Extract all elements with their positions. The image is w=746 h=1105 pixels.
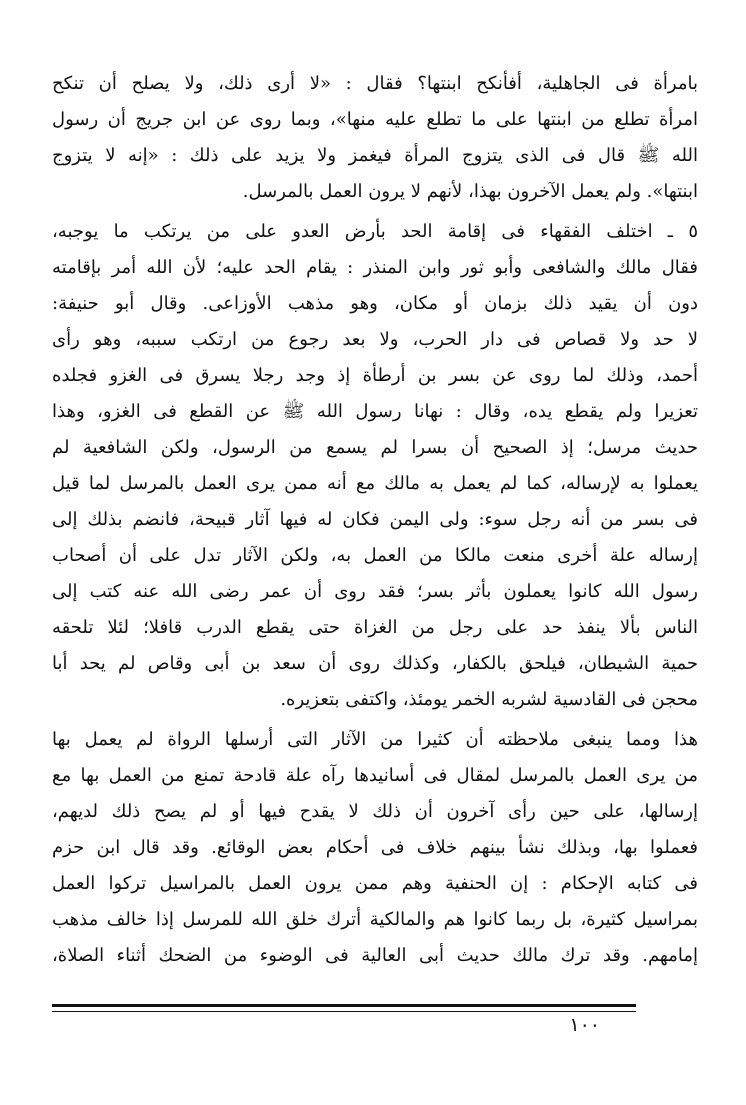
text-line: هذا ومما ينبغى ملاحظته أن كثيرا من الآثار التى أرسلها الرواة لم يعمل بها	[52, 729, 698, 750]
text-line: ابنتها». ولم يعمل الآخرون بهذا، لأنهم لا يرون العمل بالمرسل.	[242, 181, 698, 202]
text-line: حمية الشيطان، فيلحق بالكفار، وكذلك روى أن سعد بن أبى وقاص لم يحد أبا	[52, 653, 698, 674]
paragraph-2	[52, 214, 698, 718]
text-line: من يرى العمل بالمرسل لمقال فى أسانيدها رآه علة قادحة تمنع من العمل بها مع	[52, 765, 698, 786]
text-line: إرسالها، على حين رأى آخرون أن ذلك لا يقدح فيها أو لم يصح ذلك لديهم،	[52, 801, 698, 822]
text-line: لا حد ولا قصاص فى دار الحرب، ولا بعد رجوع من ارتكب سببه، وهو رأى	[52, 329, 698, 350]
text-line: أحمد، وذلك لما روى عن بسر بن أرطأة إذ وجد رجلا يسرق فى الغزو فجلده	[52, 365, 698, 386]
text-line: ٥ ـ اختلف الفقهاء فى إقامة الحد بأرض العدو على من يرتكب ما يوجبه،	[52, 221, 698, 242]
text-line: بمراسيل كثيرة، بل ربما كانوا هم والمالكية أترك خلق الله للمرسل إذا خالف مذهب	[52, 909, 698, 930]
text-line: حديث مرسل؛ إذ الصحيح أن بسرا لم يسمع من الرسول، ولكن الشافعية لم	[52, 437, 698, 458]
paragraph-3	[52, 722, 698, 974]
text-line: إرساله علة أخرى منعت مالكا من العمل به، ولكن الآثار تدل على أن أصحاب	[52, 545, 698, 566]
text-line: فى بسر من أنه رجل سوء: ولى اليمن فكان له فيها آثار قبيحة، فانضم بذلك إلى	[52, 509, 698, 530]
text-line: الله ﷺ قال فى الذى يتزوج المرأة فيغمز ولا يزيد على ذلك : «إنه لا يتزوج	[52, 145, 698, 166]
text-line: تعزيرا ولم يقطع يده، وقال : نهانا رسول الله ﷺ عن القطع فى الغزو، وهذا	[52, 401, 698, 422]
text-line: دون أن يقيد ذلك بزمان أو مكان، وهو مذهب الأوزاعى. وقال أبو حنيفة:	[52, 293, 698, 314]
text-line: رسول الله كانوا يعملون بأثر بسر؛ فقد روى أن عمر رضى الله عنه كتب إلى	[52, 581, 698, 602]
text-line: الناس بألا ينفذ حد على رجل من الغزاة حتى يقطع الدرب قافلا؛ لئلا تلحقه	[52, 617, 698, 638]
text-line: محجن فى القادسية لشربه الخمر يومئذ، واكتفى بتعزيره.	[280, 689, 698, 710]
text-line: فقال مالك والشافعى وأبو ثور وابن المنذر : يقام الحد عليه؛ لأن الله أمر بإقامته	[52, 257, 698, 278]
paragraph-1	[52, 66, 698, 210]
footer-rule-thick	[52, 1004, 636, 1007]
text-line: امرأة تطلع من ابنتها على ما تطلع عليه منها»، وبما روى عن ابن جريج أن رسول	[52, 109, 698, 130]
text-line: إمامهم. وقد ترك مالك حديث أبى العالية فى الوضوء من الضحك أثناء الصلاة،	[52, 945, 698, 966]
body-text	[52, 66, 698, 974]
text-line: فعملوا بها، وبذلك نشأ بينهم خلاف فى أحكام بعض الوقائع. وقد قال ابن حزم	[52, 837, 698, 858]
page-number: ١٠٠	[569, 1014, 600, 1036]
text-line: بامرأة فى الجاهلية، أفأنكح ابنتها؟ فقال : «لا أرى ذلك، ولا يصلح أن تنكح	[52, 73, 698, 94]
text-line: فى كتابه الإحكام : إن الحنفية وهم ممن يرون العمل بالمراسيل تركوا العمل	[52, 873, 698, 894]
text-line: يعملوا به لإرساله، كما لم يعمل به مالك مع أنه ممن يرى العمل بالمرسل لما قيل	[52, 473, 698, 494]
